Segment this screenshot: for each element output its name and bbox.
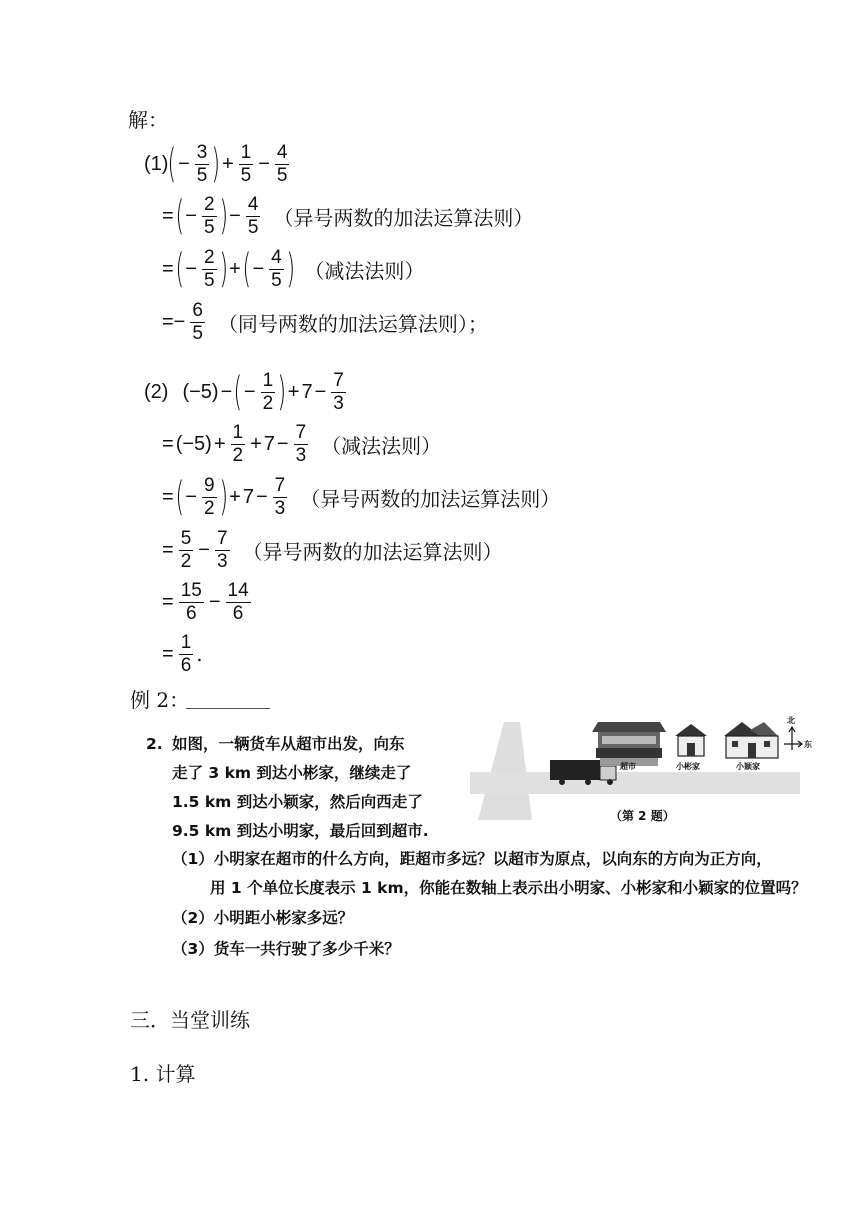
question-2: （2）小明距小彬家多远？ bbox=[172, 909, 354, 927]
p2-line-0: (2) (−5) − ( − $\frac{1}{2}$ ) + 7 − $\frac{7}{3}$ bbox=[144, 369, 344, 415]
road-north bbox=[478, 722, 532, 820]
rule-note: （异号两数的加法运算法则） bbox=[273, 205, 534, 230]
xiaoying-house-icon bbox=[724, 722, 778, 758]
rule-note: （减法法则） bbox=[304, 258, 425, 283]
fraction: $\frac{3}{5}$ bbox=[196, 141, 208, 186]
fraction: $\frac{14}{6}$ bbox=[227, 579, 249, 624]
p1-line-2: = ( − $\frac{2}{5}$ ) + ( − $\frac{4}{5}$ ) （减法法则） bbox=[162, 246, 425, 292]
p2-number: (2) bbox=[144, 380, 169, 403]
label-east: 东 bbox=[804, 740, 812, 749]
answer-blank-line bbox=[186, 708, 270, 709]
rule-note: （同号两数的加法运算法则）； bbox=[217, 311, 488, 336]
label-xiaoying: 小颖家 bbox=[736, 762, 760, 771]
label-xiaobin: 小彬家 bbox=[676, 762, 700, 771]
rule-note: （异号两数的加法运算法则） bbox=[300, 486, 561, 511]
fraction: $\frac{4}{5}$ bbox=[247, 193, 259, 238]
fraction: $\frac{2}{5}$ bbox=[203, 193, 215, 238]
rule-note: （异号两数的加法运算法则） bbox=[242, 539, 503, 564]
fraction: $\frac{7}{3}$ bbox=[295, 421, 307, 466]
fraction: $\frac{15}{6}$ bbox=[180, 579, 202, 624]
exercise-label: 1. 计算 bbox=[130, 1062, 196, 1086]
p1-line-0: (1) ( − $\frac{3}{5}$ ) + $\frac{1}{5}$ − $\frac{4}{5}$ bbox=[144, 141, 288, 187]
label-supermarket: 超市 bbox=[620, 762, 636, 771]
problem-line: 9.5 km 到达小明家，最后回到超市. bbox=[172, 822, 429, 840]
problem-line: 如图，一辆货车从超市出发，向东 bbox=[172, 735, 405, 753]
fraction: $\frac{1}{2}$ bbox=[232, 421, 244, 466]
road-east-west bbox=[470, 772, 800, 794]
fraction: $\frac{7}{3}$ bbox=[216, 527, 228, 572]
section-title: 三．当堂训练 bbox=[130, 1008, 250, 1032]
fraction: $\frac{1}{6}$ bbox=[180, 631, 192, 676]
compass-icon bbox=[784, 727, 802, 750]
fraction: $\frac{4}{5}$ bbox=[271, 246, 282, 291]
fraction: $\frac{1}{5}$ bbox=[240, 141, 252, 186]
p2-line-4: = $\frac{15}{6}$ − $\frac{14}{6}$ bbox=[162, 579, 249, 624]
fraction: $\frac{7}{3}$ bbox=[333, 369, 344, 414]
solution-label: 解： bbox=[128, 108, 168, 132]
fraction: $\frac{2}{5}$ bbox=[203, 246, 215, 291]
p1-line-3: =− $\frac{6}{5}$ （同号两数的加法运算法则）； bbox=[162, 299, 488, 344]
problem-line: 1.5 km 到达小颖家，然后向西走了 bbox=[172, 793, 423, 811]
p2-line-1: = (−5) + $\frac{1}{2}$ + 7 − $\frac{7}{3}$ （减法法则） bbox=[162, 421, 442, 466]
fraction: $\frac{6}{5}$ bbox=[192, 299, 203, 344]
question-1-continued: 用 1 个单位长度表示 1 km，你能在数轴上表示出小明家、小彬家和小颖家的位置吗？ bbox=[210, 879, 807, 897]
rule-note: （减法法则） bbox=[321, 433, 442, 458]
p2-line-5: = $\frac{1}{6}$ . bbox=[162, 631, 203, 676]
xiaobin-house-icon bbox=[675, 724, 707, 756]
fraction: $\frac{4}{5}$ bbox=[276, 141, 288, 186]
fraction: $\frac{7}{3}$ bbox=[274, 474, 286, 519]
problem-line: 走了 3 km 到达小彬家，继续走了 bbox=[172, 764, 412, 782]
fraction: $\frac{5}{2}$ bbox=[180, 527, 192, 572]
question-1: （1）小明家在超市的什么方向，距超市多远？以超市为原点，以向东的方向为正方向， bbox=[172, 850, 772, 868]
label-north: 北 bbox=[787, 716, 795, 725]
example2-label: 例 2： bbox=[130, 688, 190, 712]
p1-line-1: = ( − $\frac{2}{5}$ ) − $\frac{4}{5}$ （异号两数的加法运算法则） bbox=[162, 193, 534, 239]
problem-number: 2. bbox=[146, 735, 163, 753]
figure-caption: （第 2 题） bbox=[610, 809, 675, 823]
fraction: $\frac{9}{2}$ bbox=[203, 474, 215, 519]
p1-number: (1) bbox=[144, 152, 169, 175]
fraction: $\frac{1}{2}$ bbox=[262, 369, 274, 414]
p2-line-3: = $\frac{5}{2}$ − $\frac{7}{3}$ （异号两数的加法运算法则） bbox=[162, 527, 503, 572]
p2-line-2: = ( − $\frac{9}{2}$ ) + 7 − $\frac{7}{3}$ （异号两数的加法运算法则） bbox=[162, 474, 561, 520]
question-3: （3）货车一共行驶了多少千米？ bbox=[172, 940, 400, 958]
supermarket-icon bbox=[592, 722, 666, 766]
problem-figure bbox=[470, 710, 820, 830]
